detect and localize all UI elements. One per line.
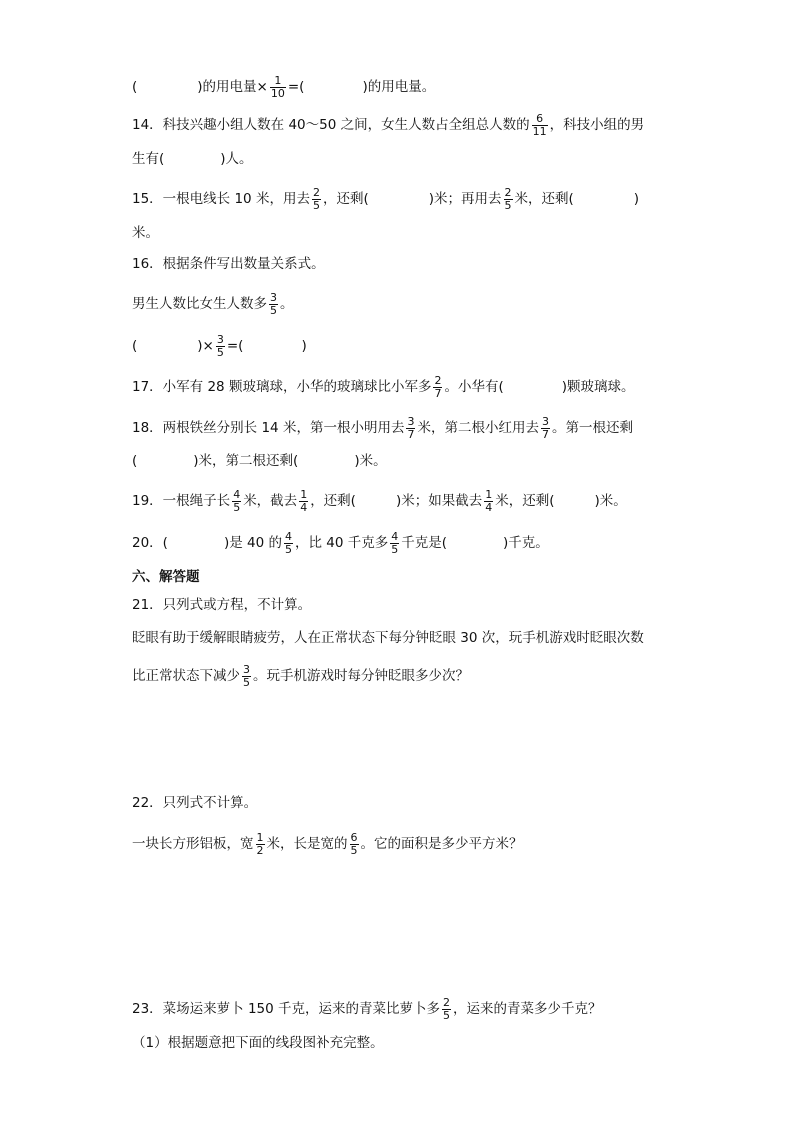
fraction: $\frac{2}{5}$ [443, 996, 451, 1022]
question-15-line2: 米。 [132, 225, 159, 241]
question-18-line2: ( )米，第二根还剩( )米。 [132, 453, 387, 469]
fraction: $\frac{3}{5}$ [216, 333, 224, 359]
question-23: 23．菜场运来萝卜 150 千克，运来的青菜比萝卜多 $\frac{2}{5}$ ，运来的青菜多少千克？ [132, 996, 602, 1022]
section-heading: 六、解答题 [132, 569, 200, 585]
question-15-line1: 15．一根电线长 10 米，用去 $\frac{2}{5}$ ，还剩( )米；再用去 $\frac{2}{5}$ 米，还剩( ) [132, 186, 640, 212]
question-22-body: 一块长方形铝板，宽 $\frac{1}{2}$ 米，长是宽的 $\frac{6}{5}$ 。它的面积是多少平方米？ [132, 831, 523, 857]
question-21-line1: 眨眼有助于缓解眼睛疲劳，人在正常状态下每分钟眨眼 30 次，玩手机游戏时眨眼次数 [132, 630, 644, 646]
question-14-line1: 14．科技兴趣小组人数在 40～50 之间，女生人数占全组总人数的 $\frac{6}{11}$ ，科技小组的男 [132, 112, 645, 138]
fraction: $\frac{1}{10}$ [270, 74, 285, 100]
question-16-title: 16．根据条件写出数量关系式。 [132, 256, 325, 272]
fraction: $\frac{6}{11}$ [532, 112, 547, 138]
question-21-line2: 比正常状态下减少 $\frac{3}{5}$ 。玩手机游戏时每分钟眨眼多少次？ [132, 663, 469, 689]
question-16-condition: 男生人数比女生人数多 $\frac{3}{5}$ 。 [132, 291, 294, 317]
question-20: 20．( )是 40 的 $\frac{4}{5}$ ，比 40 千克多 $\frac{4}{5}$ 千克是( )千克。 [132, 530, 549, 556]
fraction: $\frac{1}{4}$ [300, 488, 308, 514]
fraction: $\frac{4}{5}$ [284, 530, 292, 556]
question-23-sub1: （1）根据题意把下面的线段图补充完整。 [132, 1035, 384, 1051]
question-19: 19．一根绳子长 $\frac{4}{5}$ 米，截去 $\frac{1}{4}$ ，还剩( )米；如果截去 $\frac{1}{4}$ 米，还剩( )米。 [132, 488, 627, 514]
q13-continuation: ( )的用电量× $\frac{1}{10}$ =( )的用电量。 [132, 74, 436, 100]
question-21-title: 21．只列式或方程，不计算。 [132, 597, 312, 613]
fraction: $\frac{6}{5}$ [350, 831, 358, 857]
fraction: $\frac{2}{5}$ [312, 186, 320, 212]
fraction: $\frac{1}{2}$ [256, 831, 264, 857]
fraction: $\frac{4}{5}$ [391, 530, 399, 556]
question-17: 17．小军有 28 颗玻璃球，小华的玻璃球比小军多 $\frac{2}{7}$ 。小华有( )颗玻璃球。 [132, 374, 635, 400]
question-18-line1: 18．两根铁丝分别长 14 米，第一根小明用去 $\frac{3}{7}$ 米，第二根小红用去 $\frac{3}{7}$ 。第一根还剩 [132, 415, 633, 441]
question-14-line2: 生有( )人。 [132, 151, 253, 167]
fraction: $\frac{3}{5}$ [270, 291, 277, 317]
fraction: $\frac{2}{7}$ [434, 374, 442, 400]
fraction: $\frac{2}{5}$ [504, 186, 512, 212]
question-22-title: 22．只列式不计算。 [132, 795, 258, 811]
fraction: $\frac{3}{7}$ [541, 415, 549, 441]
fraction: $\frac{3}{7}$ [407, 415, 415, 441]
fraction: $\frac{4}{5}$ [233, 488, 241, 514]
question-16-equation: ( )× $\frac{3}{5}$ =( ) [132, 333, 307, 359]
fraction: $\frac{1}{4}$ [485, 488, 493, 514]
fraction: $\frac{3}{5}$ [243, 663, 250, 689]
